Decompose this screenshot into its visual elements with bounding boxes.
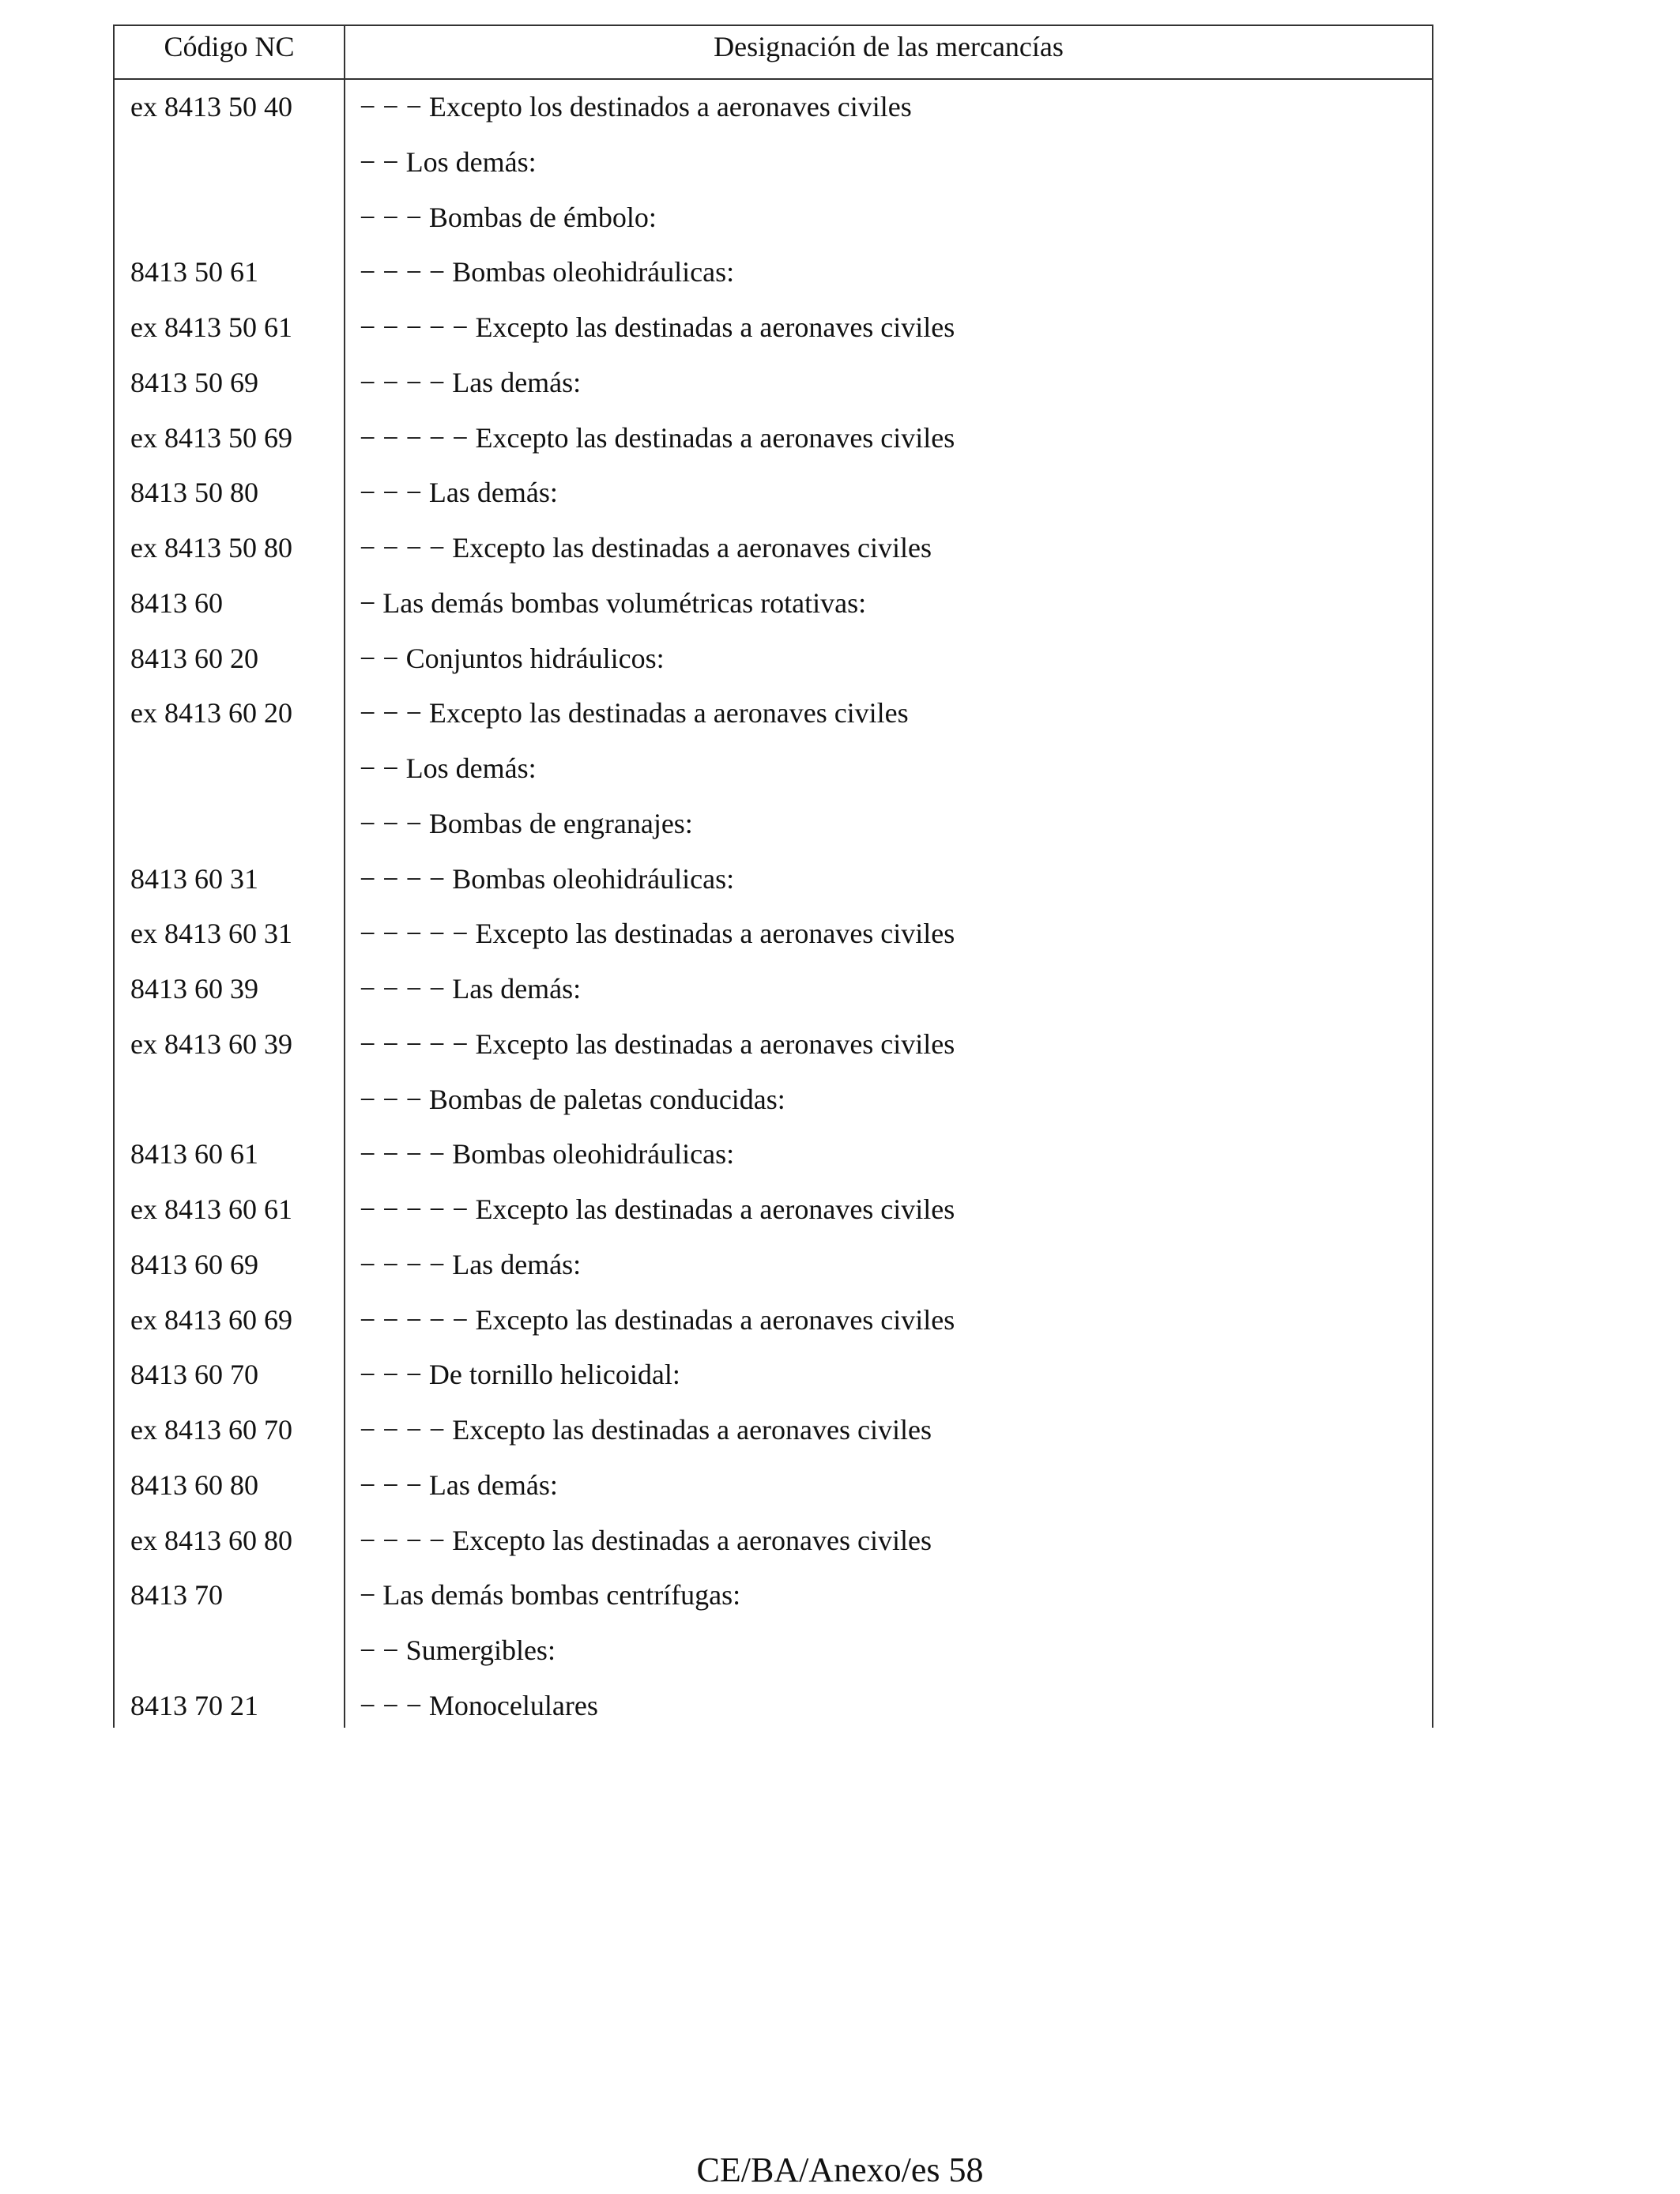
cn-code-cell: 8413 50 61: [130, 256, 258, 288]
description-cell: − − − − Excepto las destinadas a aeronaves civiles: [360, 532, 932, 564]
cn-code-cell: ex 8413 50 69: [130, 421, 292, 454]
description-cell: − − − Las demás:: [360, 1468, 558, 1501]
table-row: [115, 686, 1432, 741]
cn-code-cell: ex 8413 50 80: [130, 532, 292, 564]
cn-code-cell: ex 8413 60 69: [130, 1303, 292, 1336]
table-row: [115, 300, 1432, 356]
description-cell: − − − − Excepto las destinadas a aeronaves civiles: [360, 1414, 932, 1446]
cn-code-cell: 8413 70 21: [130, 1689, 258, 1721]
cn-code-cell: 8413 60 20: [130, 642, 258, 674]
table-row: [115, 631, 1432, 687]
table-row: [115, 521, 1432, 576]
description-cell: − − − − − Excepto las destinadas a aeronaves civiles: [360, 421, 955, 454]
cn-code-cell: 8413 60 70: [130, 1359, 258, 1391]
description-cell: − − − − Excepto las destinadas a aeronaves civiles: [360, 1524, 932, 1556]
cn-code-cell: 8413 50 80: [130, 477, 258, 509]
table-row: [115, 411, 1432, 466]
cn-code-cell: ex 8413 60 20: [130, 697, 292, 729]
cn-code-cell: ex 8413 60 70: [130, 1414, 292, 1446]
tariff-table: [113, 25, 1433, 1728]
table-row: [115, 1017, 1432, 1072]
table-row: [115, 962, 1432, 1017]
cn-code-cell: ex 8413 60 61: [130, 1193, 292, 1225]
description-cell: − − Los demás:: [360, 752, 537, 784]
table-row: [115, 1127, 1432, 1182]
table-row: [115, 576, 1432, 631]
description-cell: − − − Bombas de engranajes:: [360, 807, 693, 839]
cn-code-cell: 8413 60 61: [130, 1138, 258, 1171]
table-row: [115, 1403, 1432, 1458]
cn-code-cell: ex 8413 60 80: [130, 1524, 292, 1556]
table-row: [115, 907, 1432, 962]
description-cell: − Las demás bombas volumétricas rotativas:: [360, 586, 867, 619]
cn-code-cell: ex 8413 60 39: [130, 1027, 292, 1060]
description-cell: − − − − − Excepto las destinadas a aeronaves civiles: [360, 918, 955, 950]
table-header: [115, 26, 1432, 80]
table-body: [115, 80, 1432, 1734]
table-row: [115, 1568, 1432, 1623]
table-row: [115, 797, 1432, 852]
cn-code-cell: 8413 60 39: [130, 973, 258, 1005]
table-row: [115, 245, 1432, 300]
cn-code-cell: 8413 60 69: [130, 1248, 258, 1280]
table-row: [115, 1348, 1432, 1403]
cn-code-cell: ex 8413 50 40: [130, 91, 292, 123]
cn-code-cell: 8413 60 80: [130, 1468, 258, 1501]
description-cell: − − − Bombas de émbolo:: [360, 201, 657, 233]
description-cell: − − − Bombas de paletas conducidas:: [360, 1083, 785, 1115]
description-cell: − − Sumergibles:: [360, 1634, 556, 1666]
header-description: Designación de las mercancías: [714, 31, 1064, 62]
description-cell: − − Conjuntos hidráulicos:: [360, 642, 665, 674]
header-code-nc: Código NC: [164, 31, 295, 62]
description-cell: − − − De tornillo helicoidal:: [360, 1359, 680, 1391]
description-cell: − − − − − Excepto las destinadas a aeronaves civiles: [360, 1303, 955, 1336]
description-cell: − − − Monocelulares: [360, 1689, 598, 1721]
description-cell: − − − − − Excepto las destinadas a aeronaves civiles: [360, 1193, 955, 1225]
description-cell: − − − − Bombas oleohidráulicas:: [360, 256, 735, 288]
table-row: [115, 741, 1432, 797]
description-cell: − − − − − Excepto las destinadas a aeronaves civiles: [360, 311, 955, 343]
cn-code-cell: ex 8413 50 61: [130, 311, 292, 343]
table-row: [115, 1182, 1432, 1238]
description-cell: − − − − − Excepto las destinadas a aeronaves civiles: [360, 1027, 955, 1060]
description-cell: − − − − Las demás:: [360, 366, 582, 398]
table-row: [115, 135, 1432, 190]
description-cell: − − − − Bombas oleohidráulicas:: [360, 862, 735, 895]
table-row: [115, 80, 1432, 135]
description-cell: − − − Excepto las destinadas a aeronaves civiles: [360, 697, 909, 729]
cn-code-cell: 8413 60: [130, 586, 223, 619]
description-cell: − − − − Las demás:: [360, 973, 582, 1005]
description-cell: − − − − Bombas oleohidráulicas:: [360, 1138, 735, 1171]
table-row: [115, 1623, 1432, 1679]
page-footer-reference: CE/BA/Anexo/es 58: [696, 2151, 984, 2189]
table-row: [115, 1679, 1432, 1734]
table-row: [115, 190, 1432, 246]
description-cell: − − − − Las demás:: [360, 1248, 582, 1280]
table-row: [115, 1238, 1432, 1293]
cn-code-cell: ex 8413 60 31: [130, 918, 292, 950]
cn-code-cell: 8413 70: [130, 1579, 223, 1612]
description-cell: − Las demás bombas centrífugas:: [360, 1579, 741, 1612]
table-row: [115, 1072, 1432, 1128]
table-row: [115, 1458, 1432, 1514]
table-row: [115, 466, 1432, 521]
table-row: [115, 1514, 1432, 1569]
table-row: [115, 356, 1432, 411]
table-row: [115, 852, 1432, 907]
description-cell: − − − Las demás:: [360, 477, 558, 509]
description-cell: − − − Excepto los destinados a aeronaves civiles: [360, 91, 912, 123]
cn-code-cell: 8413 60 31: [130, 862, 258, 895]
table-row: [115, 1293, 1432, 1348]
cn-code-cell: 8413 50 69: [130, 366, 258, 398]
description-cell: − − Los demás:: [360, 145, 537, 178]
